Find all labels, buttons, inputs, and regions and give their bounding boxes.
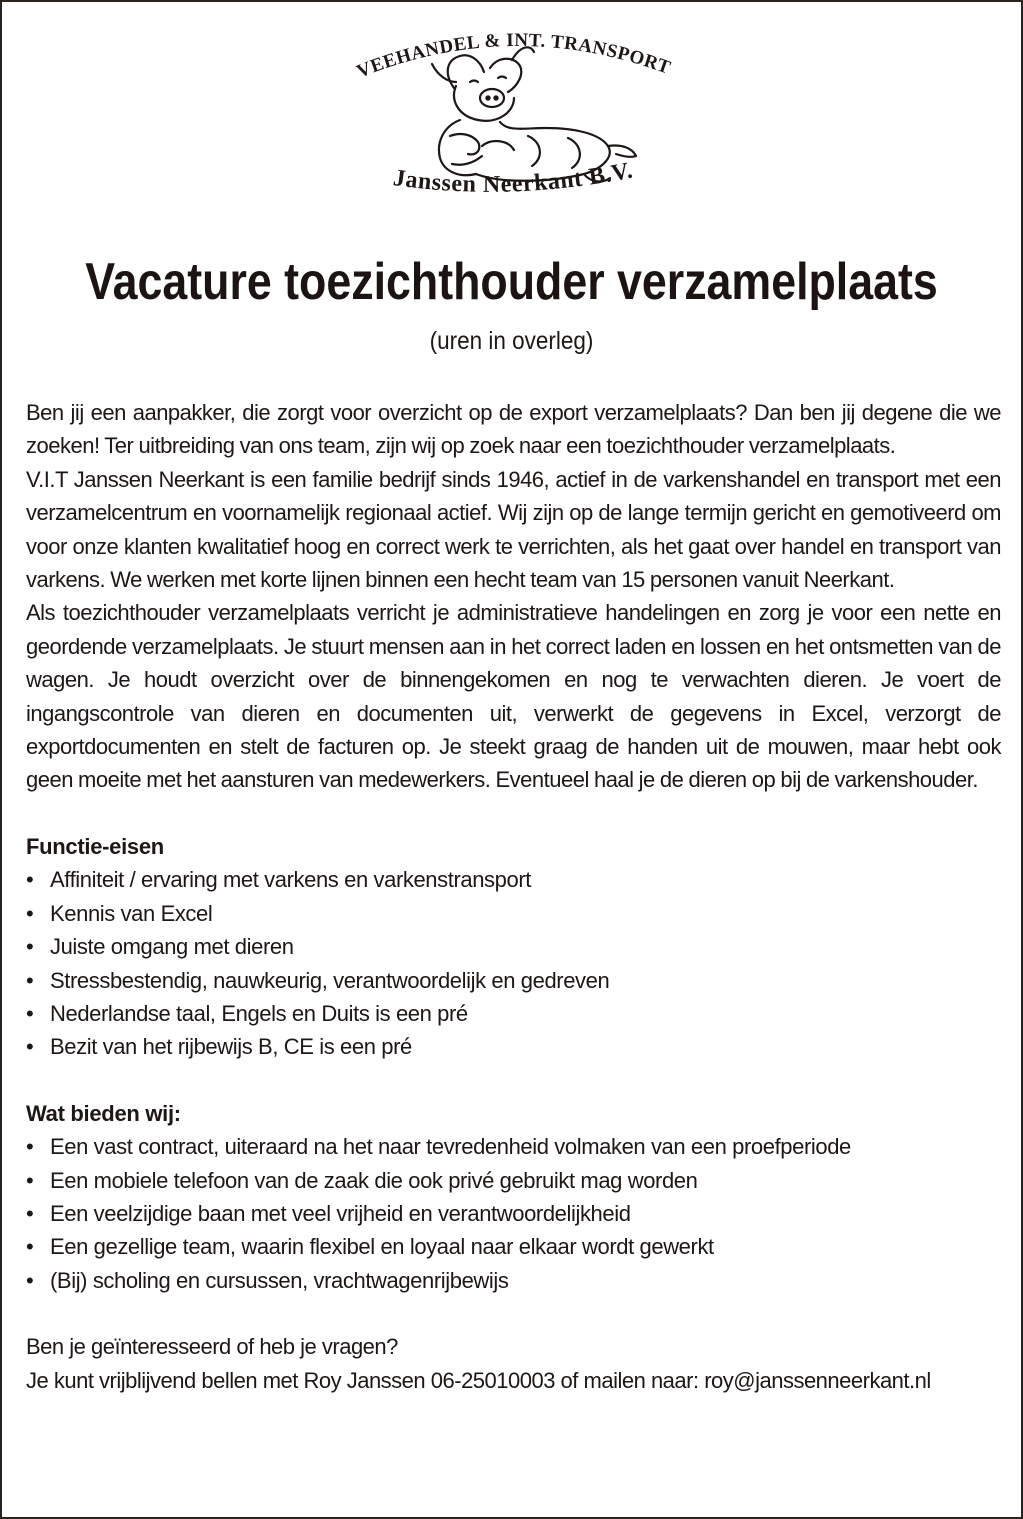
list-item: • Nederlandse taal, Engels en Duits is een pré [26,997,1001,1030]
requirements-list [26,863,1001,1063]
company-logo [332,16,692,216]
intro-text [26,396,1001,797]
svg-text:VEEHANDEL & INT. TRANSPORT: VEEHANDEL & INT. TRANSPORT [354,29,674,83]
list-item: • Stressbestendig, nauwkeurig, verantwoordelijk en gedreven [26,964,1001,997]
bullet-icon: • [26,1200,34,1226]
bullet-icon: • [26,867,34,893]
offer-list [26,1130,1001,1297]
requirements-heading: Functie-eisen [26,833,164,859]
bullet-icon: • [26,1034,34,1060]
bullet-icon: • [26,934,34,960]
list-item: • Kennis van Excel [26,897,1001,930]
contact-question: Ben je geïnteresseerd of heb je vragen? [26,1334,398,1360]
offer-heading: Wat bieden wij: [26,1100,181,1126]
contact-section [26,1330,1001,1397]
intro-paragraph: Als toezichthouder verzamelplaats verricht je administratieve handelingen en zorg je voor een nette en geordende verzamelplaats. Je stuurt mensen aan in het correct laden en lossen en het ontsmetten van de wagen. Je houdt overzicht over de binnengekomen en nog te verwachten dieren. Je voert de ingangscontrole van dieren en documenten uit, verwerkt de gegevens in Excel, verzorgt de exportdocumenten en stelt de facturen op. Je steekt graag de handen uit de mouwen, maar hebt ook geen moeite met het aansturen van medewerkers. Eventueel haal je de dieren op bij de varkenshouder. [26,600,1001,793]
contact-line[interactable]: Je kunt vrijblijvend bellen met Roy Janssen 06-25010003 of mailen naar: roy@janssenneerkant.nl [26,1367,931,1393]
bullet-icon: • [26,1167,34,1193]
ad-content [26,396,1001,1397]
page-subtitle: (uren in overleg) [429,327,594,355]
list-item: • (Bij) scholing en cursussen, vrachtwagenrijbewijs [26,1264,1001,1297]
list-item: • Juiste omgang met dieren [26,930,1001,963]
intro-paragraph: Ben jij een aanpakker, die zorgt voor overzicht op de export verzamelplaats? Dan ben jij degene die we zoeken! Ter uitbreiding van ons team, zijn wij op zoek naar een toezichthouder verzamelplaats. [26,400,1001,459]
pig-illustration [432,47,636,181]
page-title: Vacature toezichthouder verzamelplaats [85,253,938,311]
bullet-icon: • [26,900,34,926]
bullet-icon: • [26,1000,34,1026]
bullet-icon: • [26,967,34,993]
list-item: • Een mobiele telefoon van de zaak die ook privé gebruikt mag worden [26,1164,1001,1197]
bullet-icon: • [26,1267,34,1293]
svg-text:Janssen Neerkant B.V.: Janssen Neerkant B.V. [391,157,636,198]
list-item: • Een veelzijdige baan met veel vrijheid en verantwoordelijkheid [26,1197,1001,1230]
bullet-icon: • [26,1134,34,1160]
list-item: • Bezit van het rijbewijs B, CE is een pré [26,1030,1001,1063]
list-item: • Een gezellige team, waarin flexibel en loyaal naar elkaar wordt gewerkt [26,1230,1001,1263]
bullet-icon: • [26,1234,34,1260]
offer-section [26,1097,1001,1297]
requirements-section [26,830,1001,1064]
intro-paragraph: V.I.T Janssen Neerkant is een familie bedrijf sinds 1946, actief in de varkenshandel en transport met een verzamelcentrum en voornamelijk regionaal actief. Wij zijn op de lange termijn gericht en gemotiveerd om voor onze klanten kwalitatief hoog en correct werk te verrichten, als het gaat over handel en transport van varkens. We werken met korte lijnen binnen een hecht team van 15 personen vanuit Neerkant. [26,466,1001,593]
list-item: • Affiniteit / ervaring met varkens en varkenstransport [26,863,1001,896]
list-item: • Een vast contract, uiteraard na het naar tevredenheid volmaken van een proefperiode [26,1130,1001,1163]
